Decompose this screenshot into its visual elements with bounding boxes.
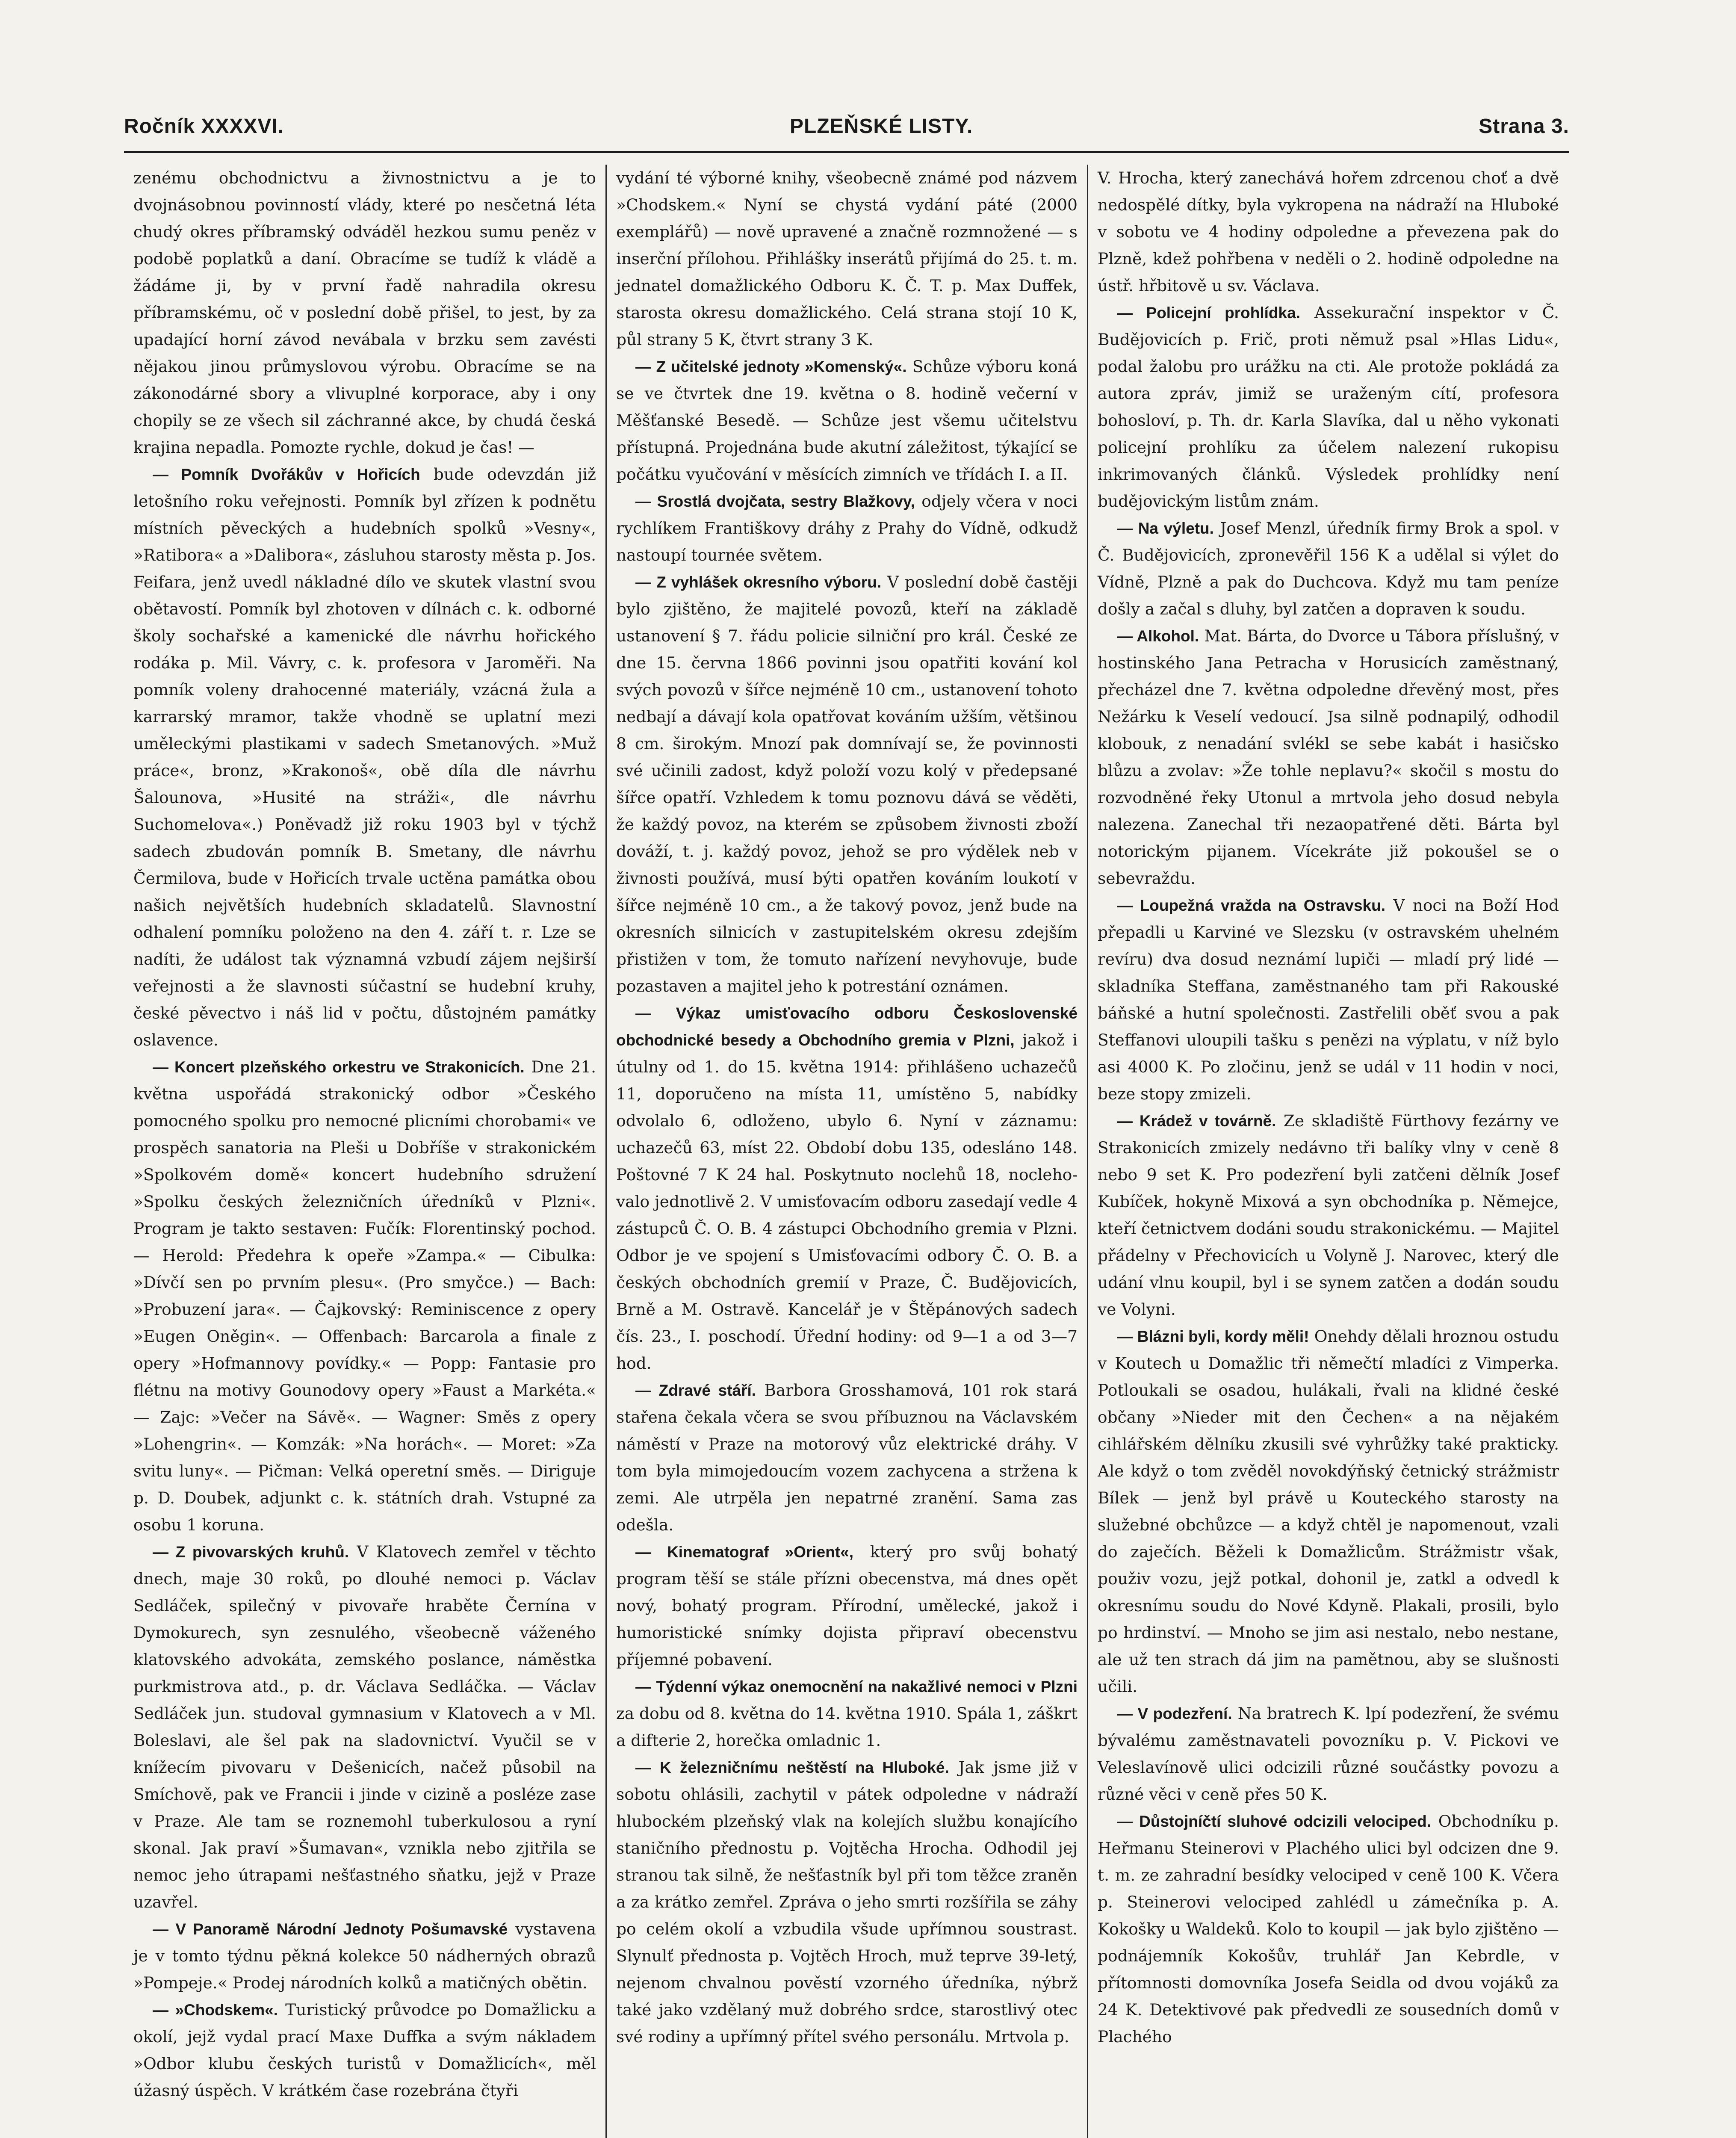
header-divider xyxy=(124,151,1569,153)
article-heading: — Alkohol. xyxy=(1117,627,1199,645)
article-heading: — Důstojníčtí sluhové odcizili velociped. xyxy=(1117,1813,1431,1830)
volume-label: Ročník XXXXVI. xyxy=(124,115,284,138)
columns xyxy=(124,165,1569,2138)
article-text: Josef Menzl, úředník firmy Brok a spol. v Č. Budějovicích, zpronevěřil 156 K a udělal si výlet do Vídně, Plzně a pak do Duchcova. Když mu tam peníze došly a začal s dluhy, byl zatčen a dopraven k soudu. xyxy=(1098,519,1559,618)
article-text: za dobu od 8. května do 14. května 1910. Spála 1, záškrt a difterie 2, horečka omladnic 1. xyxy=(616,1704,1078,1750)
article-heading: — Z vyhlášek okresního výboru. xyxy=(635,573,882,591)
article-heading: — Týdenní výkaz onemocnění na nakažlivé nemoci v Plzni xyxy=(635,1678,1078,1695)
article-text: V poslední době častěji bylo zjištěno, že majitelé povozů, kteří na základě ustanovení § 7. řádu policie silniční pro král. České ze dne 15. června 1866 povinni jsou opatřiti kování kol svých povozů v šířce nejméně 10 cm., ustanovení tohoto nedbají a dávají kola opatřovat kováním užším, většinou 8 cm. širokým. Mnozí pak domnívají se, že povinnosti své učinili zadost, když položí vozu kolý v předepsané šířce opatří. Vzhledem k tomu poznovu dává se věděti, že každý povoz, na kterém se způsobem živnosti zboží dováží, t. j. každý povoz, jehož se pro výdělek neb v živnosti používá, musí býti opatřen kováním loukotí v šířce nejméně 10 cm., a že takový povoz, jenž bude na okresních silnicích v zastupitelském okresu zdejším přistižen v tom, že tomuto nařízení nevyhovuje, bude pozastaven a majitel jeho k potrestání oznámen. xyxy=(616,573,1078,995)
article-text: V noci na Boží Hod přepadli u Karviné ve Slezsku (v ostravském uhelném revíru) dva dosud neznámí lupiči — mladí prý lidé — skladníka Steffana, zaměstnaného tam při Rakouské báňské a hutní společnosti. Zastřelili oběť svou a pak Steffanovi uloupili tašku s penězi na výplatu, v níž bylo asi 4000 K. Po zločinu, jenž se udál v 11 hodin v noci, beze stopy zmizeli. xyxy=(1098,896,1559,1103)
article-text: Onehdy dělali hroznou ostudu v Koutech u Domažlic tři němečtí mladíci z Vimperka. Potloukali se osadou, hulákali, řvali na klidné české občany »Nieder mit den Čechen« a na nějakém cihlářském dělníku zkusili své vyhrůžky také prakticky. Ale když o tom zvěděl novokdýňský četnický strážmistr Bílek — jenž byl právě u Kouteckého starosty na služebné obchůzce — a když chtěl je napomenout, vzali do zaječích. Běželi k Domažlicům. Strážmistr však, použiv vozu, jejž potkal, dohonil je, zatkl a odvedl k okresnímu soudu do Nové Kdyně. Plakali, prosili, bylo po hrdinství. — Mnoho se jim asi nestalo, nebo nestane, ale už ten strach dá jim na pamětnou, aby se slušnosti učili. xyxy=(1098,1327,1559,1696)
article-heading: — Policejní prohlídka. xyxy=(1117,304,1300,322)
article-heading: — Z učitelské jednoty »Komenský«. xyxy=(635,358,907,375)
article xyxy=(1098,1700,1559,1808)
article xyxy=(1098,1107,1559,1323)
article xyxy=(133,1054,596,1539)
article-text: zenému obchodnictvu a živnostnictvu a je to dvojnásobnou povinností vlády, které po nesčetná léta chudý okres příbramský odváděl hezkou sumu peněz v podobě poplatků a daní. Obracíme se tudíž k vládě a žádáme ji, by v první řadě nahradila okresu příbramskému, oč v poslední době přišel, to jest, by za upadající horní závod nevábala v brzku sem zavésti nějakou jinou průmyslovou výrobu. Obracíme se na zákonodárné sbory a vlivuplné korporace, aby i ony chopily se ze všech sil záchranné akce, by chudá česká krajina nepadla. Pomozte rychle, dokud je čas! — xyxy=(133,168,596,457)
article xyxy=(616,488,1078,569)
article-heading: — Srostlá dvojčata, sestry Blažkovy, xyxy=(635,493,915,510)
article-text: Schůze výboru koná se ve čtvrtek dne 19. května o 8. hodině večerní v Měšťanské Besedě. — Schůze jest všemu učitelstvu přístupná. Projednána bude akutní záležitost, týkající se počátku vyučování v měsících zimních ve třídách I. a II. xyxy=(616,357,1078,484)
article xyxy=(133,461,596,1054)
masthead-title: PLZEŇSKÉ LISTY. xyxy=(789,115,973,138)
article-heading: — Pomník Dvořákův v Hořicích xyxy=(153,466,420,483)
article xyxy=(133,1916,596,1996)
article-text: Barbora Grosshamová, 101 rok stará stařena čekala včera se svou příbuznou na Václavském náměstí v Praze na motorový vůz elektrické dráhy. V tom byla mimojedoucím vozem zachycena a stržena k zemi. Ale utrpěla jen nepatrné zranění. Sama zas odešla. xyxy=(616,1381,1078,1534)
column-2 xyxy=(605,165,1087,2138)
newspaper-page xyxy=(124,100,1569,2138)
article xyxy=(616,569,1078,1000)
article-heading: — Z pivovarských kruhů. xyxy=(153,1543,349,1561)
article-heading: — Koncert plzeňského orkestru ve Strakonicích. xyxy=(153,1058,525,1076)
article xyxy=(616,1377,1078,1539)
article xyxy=(1098,299,1559,515)
article-heading: — K železničnímu neštěstí na Hluboké. xyxy=(635,1759,949,1776)
article xyxy=(1098,892,1559,1107)
article-heading: — V podezření. xyxy=(1117,1705,1232,1722)
article-heading: — Zdravé stáří. xyxy=(635,1382,756,1399)
article xyxy=(616,1000,1078,1377)
article-heading: — Výkaz umisťovacího odboru Československé obchodnické besedy a Obchodního gremia v Plzni, xyxy=(616,1004,1078,1049)
column-1 xyxy=(124,165,605,2138)
article-text: V. Hrocha, který zanechává hořem zdrcenou choť a dvě nedospělé dítky, byla vykropena na nádraží na Hluboké v sobotu ve 4 hodiny odpoledne a převezena pak do Plzně, kdež pohřbena v neděli o 2. hodině odpoledne na ústř. hřbitově u sv. Václava. xyxy=(1098,168,1559,295)
article-text: vydání té výborné knihy, všeobecně známé pod názvem »Chodskem.« Nyní se chystá vydání páté (2000 exemplářů) — nově upravené a značně rozmnožené — s inserční přílohou. Přihlášky inserátů přijímá do 25. t. m. jednatel domažlického Odboru K. Č. T. p. Max Duffek, starosta okresu domažlického. Celá strana stojí 10 K, půl strany 5 K, čtvrt strany 3 K. xyxy=(616,168,1078,349)
article xyxy=(1098,623,1559,892)
article xyxy=(1098,515,1559,623)
article xyxy=(1098,1808,1559,2050)
article-heading: — Kinematograf »Orient«, xyxy=(635,1543,854,1561)
article-text: Dne 21. května uspořádá strakonický odbor »Českého pomocného spolku pro nemocné plicními chorobami« ve prospěch sanatoria na Pleši u Dobříše v strakonickém »Spolkovém domě« koncert hudebního sdružení »Spolku českých železničních úředníků v Plzni«. Program je takto sestaven: Fučík: Florentinský pochod. — Herold: Předehra k opeře »Zampa.« — Cibulka: »Dívčí sen po prvním plesu«. (Pro smyčce.) — Bach: »Probuzení jara«. — Čajkovský: Reminiscence z opery »Eugen Oněgin«. — Offenbach: Barcarola a finale z opery »Hofmannovy povídky.« — Popp: Fantasie pro flétnu na motivy Gounodovy opery »Faust a Markéta.« — Zajc: »Večer na Sávě«. — Wagner: Směs z opery »Lohengrin«. — Komzák: »Na horách«. — Moret: »Za svitu luny«. — Pičman: Velká operetní směs. — Diriguje p. D. Doubek, adjunkt c. k. státních drah. Vstupné za osobu 1 koruna. xyxy=(133,1057,596,1534)
article-text: Mat. Bárta, do Dvorce u Tábora příslušný, v hostinského Jana Petracha v Horusicích zaměstnaný, přecházel dne 7. května odpoledne dřevěný most, přes Nežárku k Veselí vedoucí. Jsa silně podnapilý, odhodil klobouk, z nenadání svlékl se sebe kabát i hasičsko blůzu a zvolav: »Že tohle neplavu?« skočil s mostu do rozvodněné řeky Utonul a mrtvola jeho dosud nebyla nalezena. Zanechal tři nezaopatřené děti. Bárta byl notorickým pijanem. Vícekráte již pokoušel se o sebevraždu. xyxy=(1098,626,1559,888)
article-text: V Klatovech zemřel v těchto dnech, maje 30 roků, po dlouhé nemoci p. Václav Sedláček, spilečný v pivovaře hraběte Černína v Dymokurech, syn zesnulého, všeobecně váženého klatovského advokáta, zemského poslance, náměstka purkmistrova atd., p. dr. Václava Sedláčka. — Václav Sedláček jun. studoval gymnasium v Klatovech a v Ml. Boleslavi, ale šel pak na sladovnictví. Vyučil se v knížecím pivovaru v Dešenicích, načež působil na Smíchově, pak ve Francii i jinde v cizině a posléze zase v Praze. Ale tam se roznemohl tuberkulosou a ryní skonal. Jak praví »Šumavan«, vznikla nebo zjitřila se nemoc jeho útrapami nešťastného sňatku, jejž v Praze uzavřel. xyxy=(133,1542,596,1911)
article xyxy=(133,1996,596,2104)
article-text: Ze skladiště Fürthovy fezárny ve Strakonicích zmizely nedávno tři balíky vlny v ceně 8 nebo 9 set K. Pro podezření byli zatčeni dělník Josef Kubíček, hokyně Mixová a syn obchodníka p. Němejce, kteří četnictvem dodáni soudu strakonickému. — Majitel přádelny v Přechovicích u Volyně J. Narovec, který dle udání vlnu koupil, byl i se synem zatčen a dodán soudu ve Volyni. xyxy=(1098,1111,1559,1319)
article xyxy=(616,353,1078,488)
article xyxy=(616,1754,1078,2050)
article-text: bude odevzdán již letošního roku veřejnosti. Pomník byl zřízen k podnětu místních pěveckých a hudebních spolků »Vesny«, »Ratibora« a »Dalibora«, zásluhou starosty města p. Jos. Feifara, jenž uvedl nákladné dílo ve skutek vlastní svou obětavostí. Pomník byl zhotoven v dílnách c. k. odborné školy sochařské a kamenické dle návrhu hořického rodáka p. Mil. Vávry, c. k. profesora v Jaroměři. Na pomník voleny drahocenné materiály, vzácná žula a karrarský mramor, takže vhodně se uplatní mezi uměleckými plastikami v sadech Smetanových. »Muž práce«, bronz, »Krakonoš«, obě díla dle návrhu Šalounova, »Husité na stráži«, dle návrhu Suchomelova«.) Poněvadž již roku 1903 byl v týchž sadech zbudován pomník B. Smetany, dle návrhu Čermilova, bude v Hořicích trvale uctěna památka obou našich největších hudebních skladatelů. Slavnostní odhalení pomníku položeno na den 4. září t. r. Lze se nadíti, že událost tak významná vzbudí zájem nejširší veřejnosti a že slavnosti súčastní se hudební kruhy, české pěvectvo i náš lid v počtu, důstojném památky oslavence. xyxy=(133,465,596,1049)
article-text: který pro svůj bohatý program těší se stále přízni obecenstva, má dnes opět nový, bohatý program. Přírodní, umělecké, jakož i humoristické snímky dojista připraví obecenstvu příjemné pobavení. xyxy=(616,1542,1078,1669)
article-heading: — »Chodskem«. xyxy=(153,2001,278,2019)
page-number: Strana 3. xyxy=(1479,115,1569,138)
article-text: vystavena je v tomto týdnu pěkná kolekce 50 nádherných obrazů »Pompeje.« Prodej národních kolků a matičných obětin. xyxy=(133,1919,596,1992)
article xyxy=(616,1673,1078,1754)
article-heading: — Na výletu. xyxy=(1117,520,1214,537)
article-text: odjely včera v noci rychlíkem Františkovy dráhy z Prahy do Vídně, odkudž nastoupí tournée světem. xyxy=(616,492,1078,564)
article xyxy=(616,1539,1078,1673)
article-text: Na bratrech K. lpí podezření, že svému bývalému zaměstnavateli povozníku p. V. Pickovi ve Veleslavínově ulici odcizili různé součástky povozu a různé věci v ceně přes 50 K. xyxy=(1098,1704,1559,1804)
article-text: Jak jsme již v sobotu ohlásili, zachytil v pátek odpoledne v nádraží hlubockém plzeňský vlak na kolejích službu konajícího staničního přednostu p. Vojtěcha Hrocha. Odhodil jej stranou tak silně, že nešťastník byl při tom těžce zraněn a za krátko zemřel. Zpráva o jeho smrti rozšířila se záhy po celém okolí a vzbudila všude upřímnou soustrast. Slynulť přednosta p. Vojtěch Hroch, muž teprve 39-letý, nejenom chvalnou pověstí vzorného úředníka, nýbrž také jako vzdělaný muž dobrého srdce, starostlivý otec své rodiny a upřímný přítel svého personálu. Mrtvola p. xyxy=(616,1758,1078,2046)
article-heading: — V Panoramě Národní Jednoty Pošumavské xyxy=(153,1920,508,1938)
article-text: Turistický průvodce po Domažlicku a okolí, jejž vydal prací Maxe Duffka a svým nákladem »Odbor klubu českých turistů v Domažlicích«, měl úžasný úspěch. V krátkém čase rozebrána čtyři xyxy=(133,2000,596,2100)
article-text: Obchodníku p. Heřmanu Steinerovi v Plachého ulici byl odcizen dne 9. t. m. ze zahradní besídky velociped v ceně 100 K. Včera p. Steinerovi velociped zahlédl u zámečníka p. A. Kokošky u Waldeků. Kolo to koupil — jak bylo zjištěno — podnájemník Kokošův, truhlář Jan Kebrdle, v přítomnosti domovníka Josefa Seidla od dvou vojáků za 24 K. Detektivové pak předvedli ze sousedních domů v Plachého xyxy=(1098,1812,1559,2046)
article-text: jakož i útulny od 1. do 15. května 1914: přihlášeno uchazečů 11, doporučeno na místa 11, umístěno 5, nabídky odvolalo 6, odloženo, ubylo 6. Nyní v záznamu: uchazečů 63, míst 22. Období dobu 135, odesláno 148. Poštovné 7 K 24 hal. Poskytnuto noclehů 18, noclehovalo jednotlivě 2. V umisťovacím odboru zasedají vedle 4 zástupců Č. O. B. 4 zástupci Obchodního gremia v Plzni. Odbor je ve spojení s Umisťovacími odbory Č. O. B. a českých obchodních gremií v Praze, Č. Budějovicích, Brně a M. Ostravě. Kancelář je v Štěpánových sadech čís. 23., I. poschodí. Úřední hodiny: od 9—1 a od 3—7 hod. xyxy=(616,1031,1078,1373)
article-text: Assekurační inspektor v Č. Budějovicích p. Frič, proti němuž psal »Hlas Lidu«, podal žalobu pro urážku na cti. Ale protože pokládá za autora zpráv, jimiž se uraženým cítí, profesora bohosloví, p. Th. dr. Karla Slavíka, dal u něho vykonati policejní prohlíku za účelem nalezení rukopisu inkrimovaných článků. Výsledek prohlídky není budějovickým listům znám. xyxy=(1098,303,1559,511)
page-header xyxy=(124,100,1569,152)
article xyxy=(1098,1323,1559,1700)
article-heading: — Blázni byli, kordy měli! xyxy=(1117,1328,1309,1345)
column-3 xyxy=(1087,165,1568,2138)
article-heading: — Loupežná vražda na Ostravsku. xyxy=(1117,897,1385,914)
article xyxy=(133,1539,596,1916)
article-heading: — Krádež v továrně. xyxy=(1117,1112,1276,1130)
